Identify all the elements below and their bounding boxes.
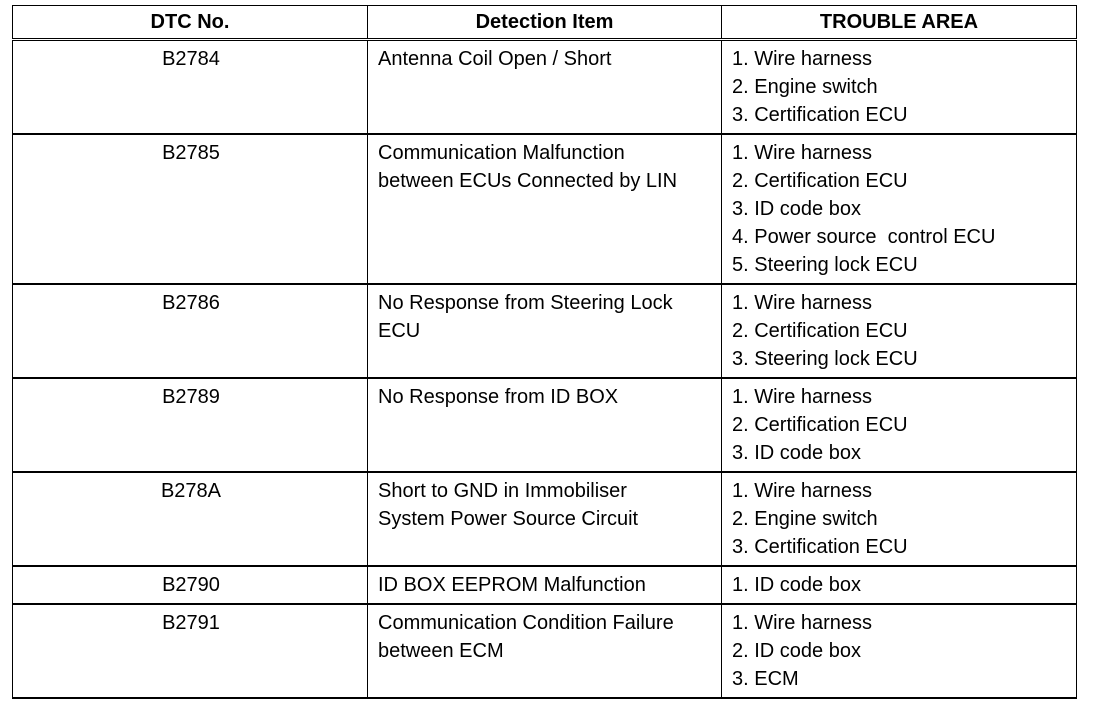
header-detection-item: Detection Item [368, 6, 722, 40]
detection-item-line: Short to GND in Immobiliser [378, 480, 627, 502]
table-row [13, 604, 1077, 698]
table-row [13, 566, 1077, 604]
detection-item [368, 40, 722, 135]
trouble-area-item: 2. Engine switch [732, 76, 878, 98]
trouble-area [722, 284, 1077, 378]
trouble-area-item: 2. Certification ECU [732, 170, 908, 192]
trouble-area [722, 378, 1077, 472]
table-row [13, 378, 1077, 472]
trouble-area-item: 1. ID code box [732, 574, 861, 596]
trouble-area [722, 40, 1077, 135]
detection-item-line: between ECM [378, 640, 504, 662]
trouble-area-item: 3. ECM [732, 668, 799, 690]
table-body [13, 40, 1077, 699]
trouble-area-item: 2. Certification ECU [732, 320, 908, 342]
table-row [13, 472, 1077, 566]
detection-item-line: System Power Source Circuit [378, 508, 639, 530]
trouble-area-item: 1. Wire harness [732, 292, 873, 314]
trouble-area-item: 1. Wire harness [732, 480, 873, 502]
trouble-area-item: 1. Wire harness [732, 612, 873, 634]
trouble-area-item: 1. Wire harness [732, 48, 873, 70]
detection-item [368, 284, 722, 378]
detection-item [368, 378, 722, 472]
header-dtc-no: DTC No. [13, 6, 368, 40]
trouble-area [722, 566, 1077, 604]
trouble-area-item: 1. Wire harness [732, 386, 873, 408]
detection-item-line: Communication Condition Failure [378, 612, 674, 634]
trouble-area-item: 3. Certification ECU [732, 104, 908, 126]
dtc-table [12, 5, 1077, 699]
detection-item-line: ID BOX EEPROM Malfunction [378, 574, 646, 596]
table-header-row [13, 6, 1077, 40]
trouble-area [722, 604, 1077, 698]
detection-item [368, 472, 722, 566]
table-row [13, 134, 1077, 284]
table-row [13, 284, 1077, 378]
trouble-area [722, 472, 1077, 566]
table-row [13, 40, 1077, 135]
dtc-code: B2789 [13, 378, 368, 472]
dtc-code: B2786 [13, 284, 368, 378]
detection-item-line: No Response from Steering Lock [378, 292, 673, 314]
trouble-area-item: 1. Wire harness [732, 142, 873, 164]
dtc-code: B2791 [13, 604, 368, 698]
detection-item [368, 134, 722, 284]
header-trouble-area: TROUBLE AREA [722, 6, 1077, 40]
trouble-area-item: 3. ID code box [732, 442, 861, 464]
dtc-code: B2784 [13, 40, 368, 135]
detection-item-line: ECU [378, 320, 421, 342]
dtc-code: B2790 [13, 566, 368, 604]
trouble-area-item: 3. Steering lock ECU [732, 348, 918, 370]
trouble-area-item: 3. ID code box [732, 198, 861, 220]
detection-item-line: Communication Malfunction [378, 142, 625, 164]
trouble-area [722, 134, 1077, 284]
dtc-code: B2785 [13, 134, 368, 284]
trouble-area-item: 4. Power source control ECU [732, 226, 996, 248]
trouble-area-item: 3. Certification ECU [732, 536, 908, 558]
trouble-area-item: 5. Steering lock ECU [732, 254, 918, 276]
detection-item-line: No Response from ID BOX [378, 386, 619, 408]
trouble-area-item: 2. Certification ECU [732, 414, 908, 436]
dtc-code: B278A [13, 472, 368, 566]
trouble-area-item: 2. ID code box [732, 640, 861, 662]
detection-item [368, 604, 722, 698]
detection-item-line: between ECUs Connected by LIN [378, 170, 678, 192]
trouble-area-item: 2. Engine switch [732, 508, 878, 530]
detection-item-line: Antenna Coil Open / Short [378, 48, 612, 70]
detection-item [368, 566, 722, 604]
